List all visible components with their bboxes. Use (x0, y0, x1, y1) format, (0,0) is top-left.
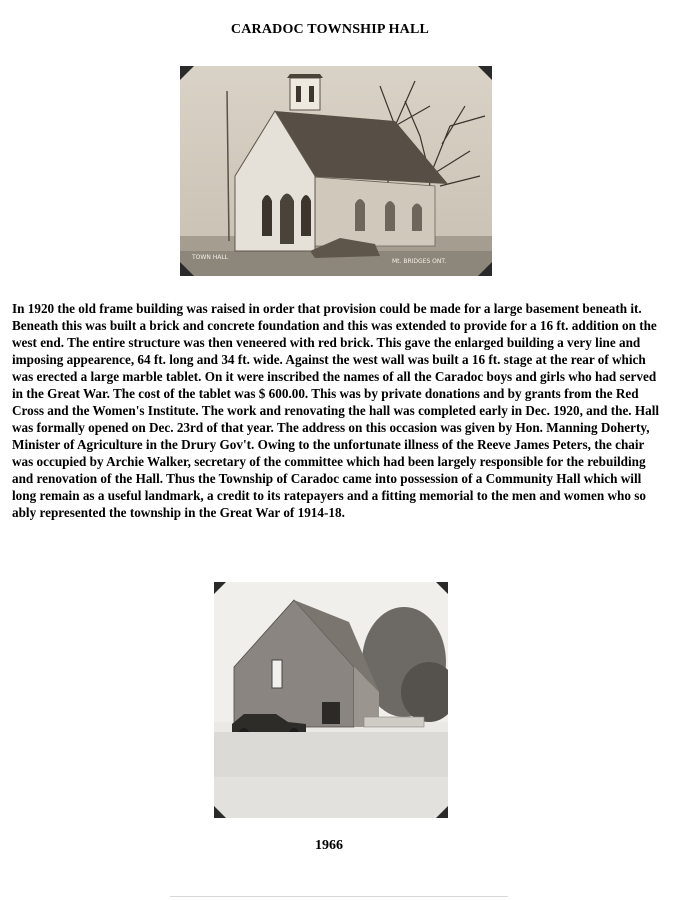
divider (170, 896, 508, 897)
photo-year-caption: 1966 (315, 838, 343, 853)
photo1-caption-left: TOWN HALL (192, 254, 229, 261)
town-hall-historic-photo (180, 66, 492, 276)
photo1-caption-right: Mt. BRIDGES ONT. (392, 258, 447, 265)
history-paragraph: In 1920 the old frame building was raised in order that provision could be made for a large basement beneath it. Beneath this was built a brick and concrete foundation and this was extended to provide for a 16 ft. addition on the west end. The entire structure was then veneered with red brick. This gave the enlarged building a very line and imposing appearence, 64 ft. long and 34 ft. wide. Against the west wall was built a 16 ft. stage at the rear of which was erected a large marble tablet. On it were inscribed the names of all the Caradoc boys and girls who had served in the Great War. The cost of the tablet was $ 600.00. This was by private donations and by grants from the Red Cross and the Women's Institute. The work and renovating the hall was completed early in Dec. 1920, and the. Hall was formally opened on Dec. 23rd of that year. The address on this occasion was given by Hon. Manning Doherty, Minister of Agriculture in the Drury Gov't. Owing to the unfortunate illness of the Reeve James Peters, the chair was occupied by Archie Walker, secretary of the committee which had been largely responsible for the rebuilding and renovation of the Hall. Thus the Township of Caradoc came into possession of a Community Hall which will long remain as a useful landmark, a credit to its ratepayers and a fitting memorial to the men and women who so ably represented the township in the Great War of 1914-18. (12, 301, 660, 520)
page-title: CARADOC TOWNSHIP HALL (230, 22, 430, 37)
town-hall-1966-photo (214, 582, 448, 818)
